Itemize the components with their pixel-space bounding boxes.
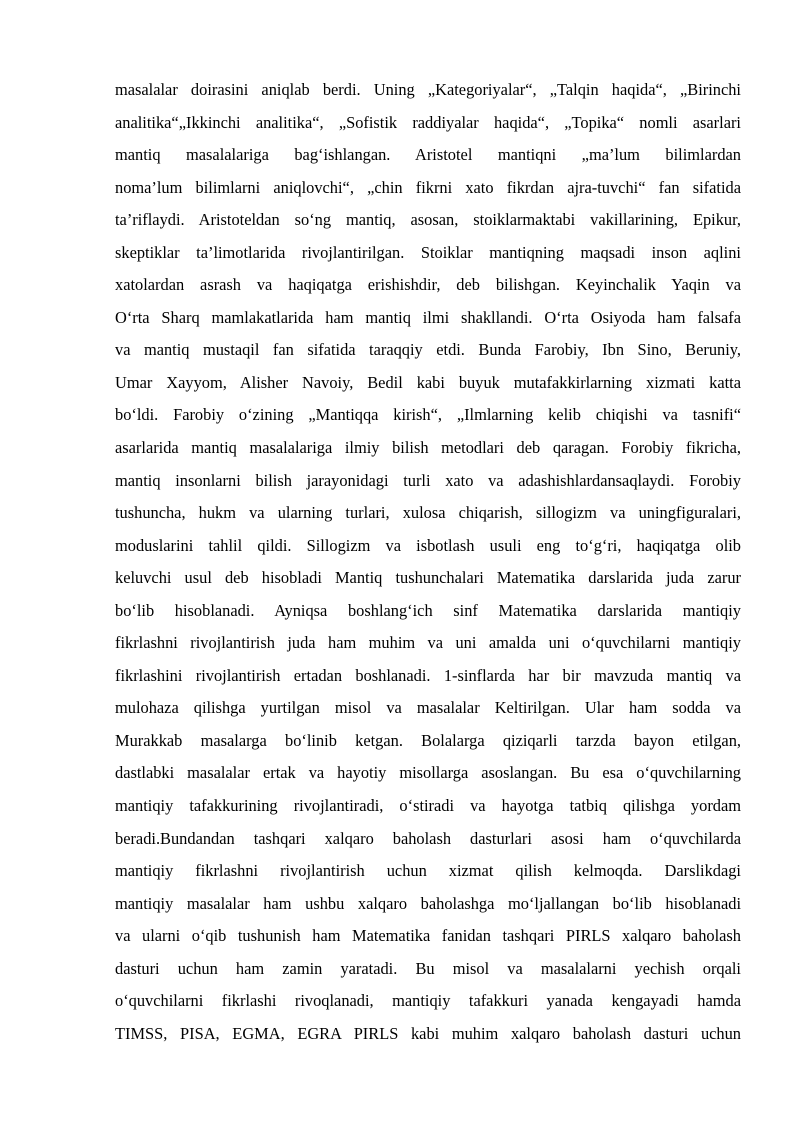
text-line: asarlarida mantiq masalalariga ilmiy bilish metodlari deb qaragan. Forobiy fikricha, xyxy=(115,438,741,458)
body-paragraph xyxy=(115,74,741,1050)
text-line: TIMSS, PISA, EGMA, EGRA PIRLS kabi muhim xalqaro baholash dasturi uchun xyxy=(115,1023,741,1043)
text-line: va mantiq mustaqil fan sifatida taraqqiy etdi. Bunda Farobiy, Ibn Sino, Beruniy, xyxy=(115,340,741,360)
text-line: fikrlashni rivojlantirish juda ham muhim va uni amalda uni o‘quvchilarni mantiqiy xyxy=(115,633,741,653)
text-line: xatolardan asrash va haqiqatga erishishdir, deb bilishgan. Keyinchalik Yaqin va xyxy=(115,275,741,295)
text-line: mantiq masalalariga bag‘ishlangan. Aristotel mantiqni „ma’lum bilimlardan xyxy=(115,145,741,165)
text-line: skeptiklar ta’limotlarida rivojlantirilgan. Stoiklar mantiqning maqsadi inson aqlini xyxy=(115,242,741,262)
text-line: bo‘ldi. Farobiy o‘zining „Mantiqqa kirish“, „Ilmlarning kelib chiqishi va tasnifi“ xyxy=(115,405,741,425)
text-line: noma’lum bilimlarni aniqlovchi“, „chin fikrni xato fikrdan ajra-tuvchi“ fan sifatida xyxy=(115,177,741,197)
text-line: mantiqiy tafakkurining rivojlantiradi, o‘stiradi va hayotga tatbiq qilishga yordam xyxy=(115,796,741,816)
text-line: mulohaza qilishga yurtilgan misol va masalalar Keltirilgan. Ular ham sodda va xyxy=(115,698,741,718)
text-line: moduslarini tahlil qildi. Sillogizm va isbotlash usuli eng to‘g‘ri, haqiqatga olib xyxy=(115,535,741,555)
text-line: Umar Xayyom, Alisher Navoiy, Bedil kabi buyuk mutafakkirlarning xizmati katta xyxy=(115,372,741,392)
text-line: mantiqiy masalalar ham ushbu xalqaro baholashga mo‘ljallangan bo‘lib hisoblanadi xyxy=(115,893,741,913)
text-line: beradi.Bundandan tashqari xalqaro baholash dasturlari asosi ham o‘quvchilarda xyxy=(115,828,741,848)
text-line: bo‘lib hisoblanadi. Ayniqsa boshlang‘ich sinf Matematika darslarida mantiqiy xyxy=(115,600,741,620)
text-line: o‘quvchilarni fikrlashi rivoqlanadi, mantiqiy tafakkuri yanada kengayadi hamda xyxy=(115,991,741,1011)
text-line: dastlabki masalalar ertak va hayotiy misollarga asoslangan. Bu esa o‘quvchilarning xyxy=(115,763,741,783)
text-line: O‘rta Sharq mamlakatlarida ham mantiq ilmi shakllandi. O‘rta Osiyoda ham falsafa xyxy=(115,307,741,327)
text-line: keluvchi usul deb hisobladi Mantiq tushunchalari Matematika darslarida juda zarur xyxy=(115,568,741,588)
text-line: dasturi uchun ham zamin yaratadi. Bu misol va masalalarni yechish orqali xyxy=(115,958,741,978)
text-line: masalalar doirasini aniqlab berdi. Uning „Kategoriyalar“, „Talqin haqida“, „Birinchi xyxy=(115,80,741,99)
text-line: fikrlashini rivojlantirish ertadan boshlanadi. 1-sinflarda har bir mavzuda mantiq va xyxy=(115,665,741,685)
text-line: analitika“„Ikkinchi analitika“, „Sofistik raddiyalar haqida“, „Topika“ nomli asarlari xyxy=(115,112,741,132)
text-line: tushuncha, hukm va ularning turlari, xulosa chiqarish, sillogizm va uningfiguralari, xyxy=(115,503,741,523)
text-line: mantiq insonlarni bilish jarayonidagi turli xato va adashishlardansaqlaydi. Forobiy xyxy=(115,470,741,490)
text-line: ta’riflaydi. Aristoteldan so‘ng mantiq, asosan, stoiklarmaktabi vakillarining, Epikur, xyxy=(115,210,741,230)
text-line: va ularni o‘qib tushunish ham Matematika fanidan tashqari PIRLS xalqaro baholash xyxy=(115,926,741,946)
text-line: Murakkab masalarga bo‘linib ketgan. Bolalarga qiziqarli tarzda bayon etilgan, xyxy=(115,730,741,750)
text-line: mantiqiy fikrlashni rivojlantirish uchun xizmat qilish kelmoqda. Darslikdagi xyxy=(115,861,741,881)
